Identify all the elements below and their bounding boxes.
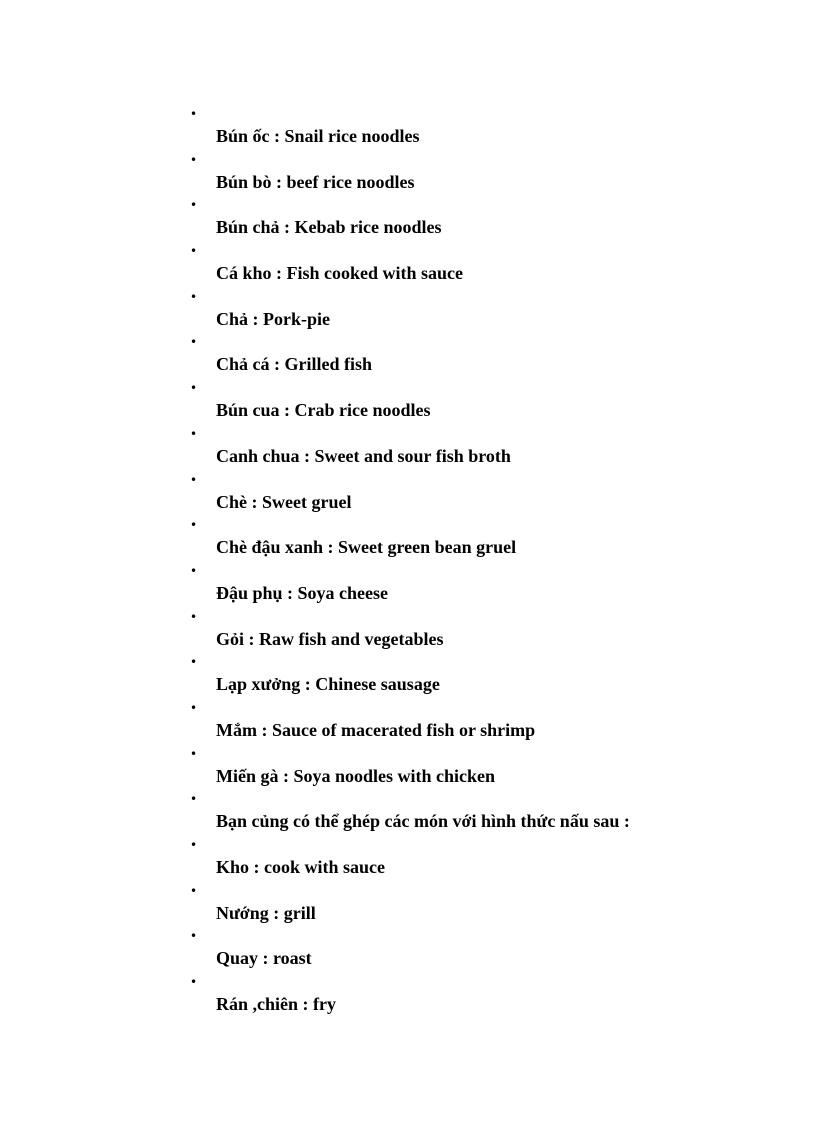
bullet: • [190,381,198,396]
bullet: • [190,335,198,350]
list-item-text: Gỏi : Raw fish and vegetables [216,628,444,649]
list-item-text: Rán ,chiên : fry [216,994,336,1015]
list-item-text: Chè đậu xanh : Sweet green bean gruel [216,537,517,558]
bullet: • [190,518,198,533]
list-item [0,378,816,424]
list-item-text: Bạn củng có thể ghép các món với hình thức nấu sau : [216,811,630,832]
bullet: • [190,472,198,487]
list-item [0,789,816,835]
bullet: • [190,198,198,213]
bullet: • [190,975,198,990]
list-item-text: Bún ốc : Snail rice noodles [216,126,420,146]
list-item [0,241,816,287]
list-item [0,744,816,790]
list-item [0,561,816,607]
bullet: • [190,883,198,898]
bullet: • [190,655,198,670]
list-item-text: Miến gà : Soya noodles with chicken [216,765,496,786]
list-item-text: Bún cua : Crab rice noodles [216,400,431,421]
bullet: • [190,838,198,852]
list-item [0,332,816,378]
list-item-text: Bún chả : Kebab rice noodles [216,217,442,238]
dish-list [0,104,816,1018]
list-item-text: Nướng : grill [216,902,316,923]
list-item [0,104,816,150]
bullet: • [190,792,198,807]
list-item-text: Bún bò : beef rice noodles [216,171,415,192]
list-item [0,835,816,881]
list-item-text: Cá kho : Fish cooked with sauce [216,263,464,284]
bullet: • [190,289,198,304]
bullet: • [190,244,198,259]
list-item [0,515,816,561]
list-item [0,881,816,927]
list-item [0,150,816,196]
bullet: • [190,929,198,944]
list-item-text: Quay : roast [216,948,312,969]
list-item-text: Lạp xưởng : Chinese sausage [216,674,440,695]
list-item-text: Chả : Pork-pie [216,308,330,329]
list-item-text: Chè : Sweet gruel [216,491,352,512]
list-item [0,698,816,744]
bullet: • [190,609,198,624]
list-item [0,287,816,333]
list-item-text: Mắm : Sauce of macerated fish or shrimp [216,719,536,740]
list-item-text: Đậu phụ : Soya cheese [216,582,389,603]
list-item-text: Canh chua : Sweet and sour fish broth [216,445,511,466]
list-item-text: Chả cá : Grilled fish [216,354,372,375]
list-item [0,972,816,1018]
list-item [0,926,816,972]
bullet: • [190,563,198,578]
bullet: • [190,152,198,167]
bullet: • [190,107,198,121]
bullet: • [190,426,198,441]
bullet: • [190,746,198,761]
list-item-text: Kho : cook with sauce [216,857,386,877]
list-item [0,195,816,241]
list-item [0,470,816,516]
bullet: • [190,700,198,715]
list-item [0,424,816,470]
list-item [0,607,816,653]
list-item [0,652,816,698]
